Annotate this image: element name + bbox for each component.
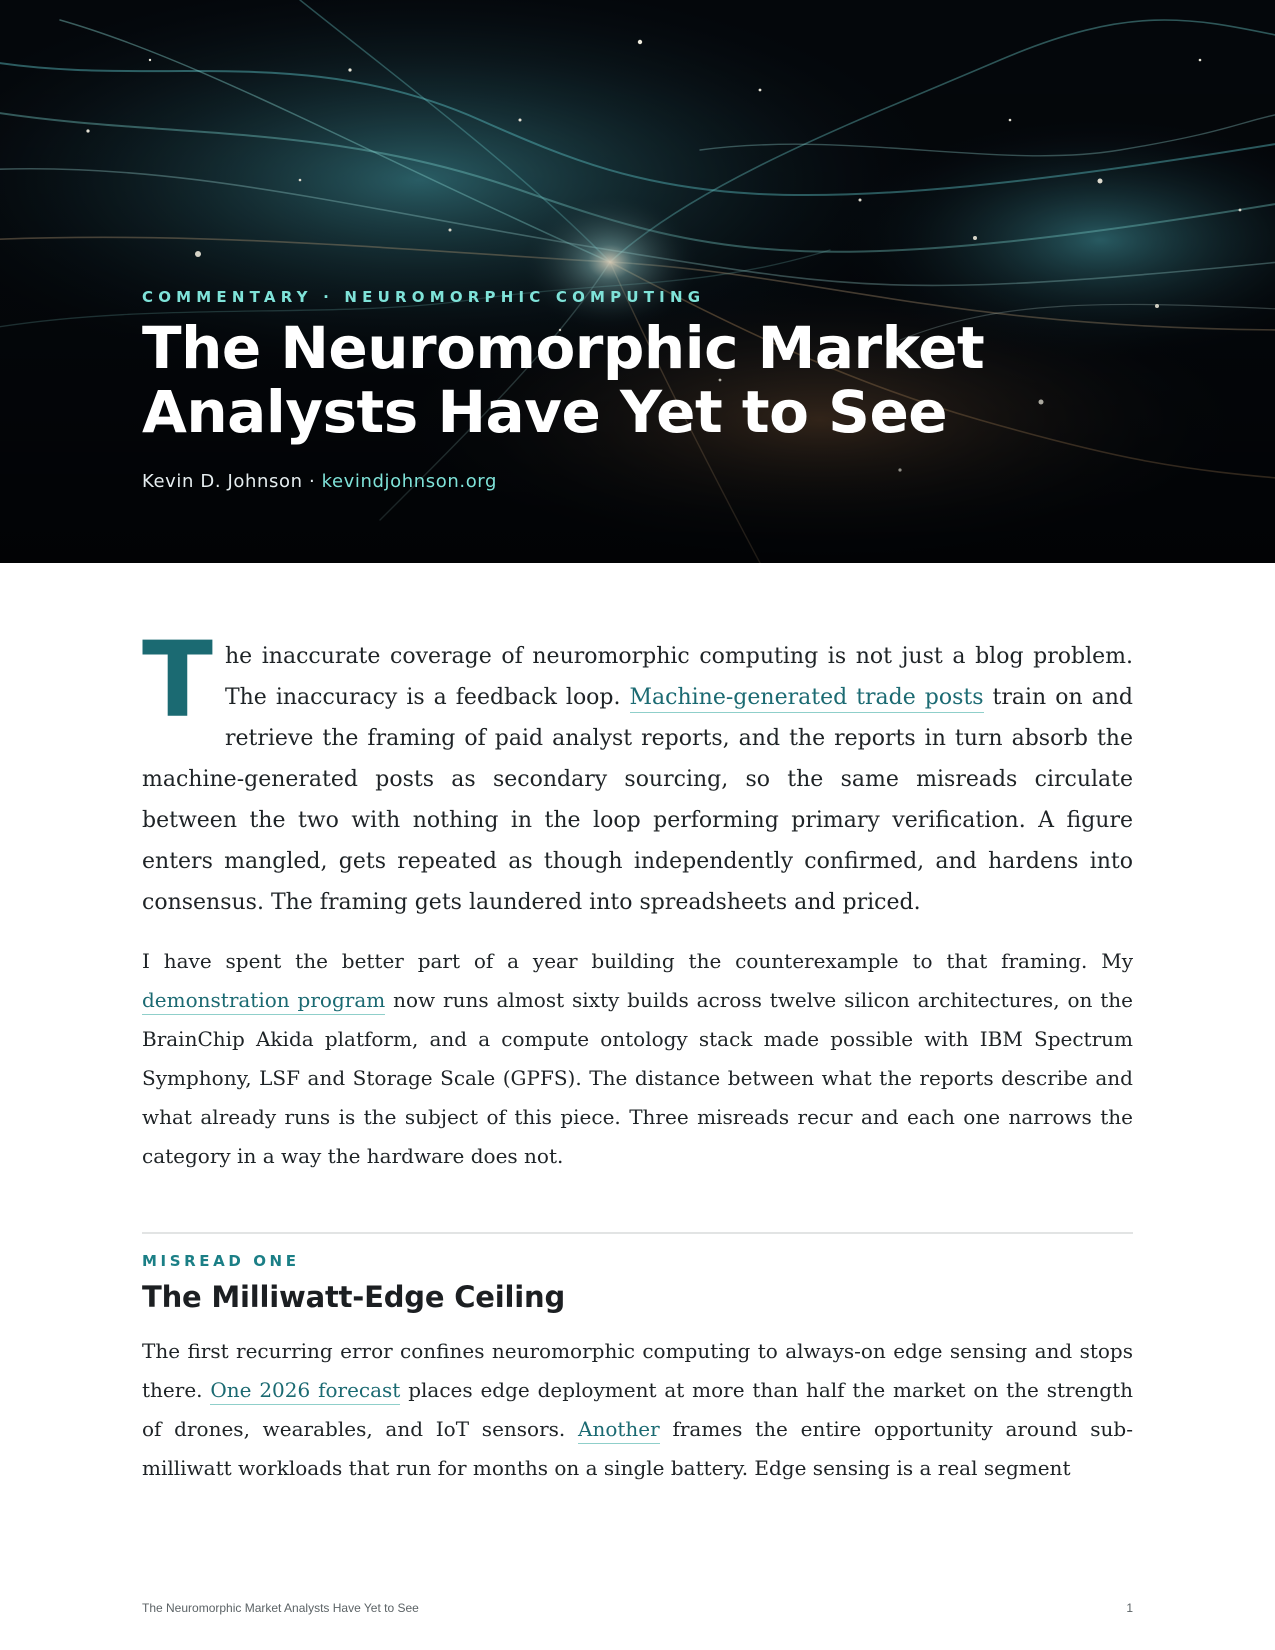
one-2026-forecast-link[interactable]: One 2026 forecast <box>210 1378 400 1405</box>
article-kicker: COMMENTARY · NEUROMORPHIC COMPUTING <box>142 288 706 306</box>
misread-text-1: The first recurring error confines neuromorphic computing to always-on edge sensing and stops there. <box>142 1339 1133 1402</box>
running-title: The Neuromorphic Market Analysts Have Yet to See <box>142 1601 419 1615</box>
another-link[interactable]: Another <box>578 1417 660 1444</box>
author-name: Kevin D. Johnson <box>142 471 303 492</box>
page-footer <box>142 1601 1133 1615</box>
machine-generated-trade-posts-link[interactable]: Machine-generated trade posts <box>630 685 984 713</box>
misread-text-3: frames the entire opportunity around sub-milliwatt workloads that run for months on a single battery. Edge sensing is a real segment <box>142 1417 1133 1480</box>
section-divider <box>142 1232 1133 1234</box>
section-heading: The Milliwatt-Edge Ceiling <box>142 1280 566 1314</box>
misread-one-paragraph <box>142 1332 1133 1488</box>
demonstration-program-link[interactable]: demonstration program <box>142 988 385 1015</box>
drop-cap: T <box>142 619 213 741</box>
article-body <box>142 619 1133 1488</box>
intro-text-2: train on and retrieve the framing of paid analyst reports, and the reports in turn absorb the machine-generated posts as secondary sourcing, so the same misreads circulate between the two with nothing in the loop performing primary verification. A figure enters mangled, gets repeated as though independently confirmed, and hardens into consensus. The framing gets laundered into spreadsheets and priced. <box>142 685 1133 915</box>
demo-text-2: now runs almost sixty builds across twelve silicon architectures, on the BrainChip Akida platform, and a compute ontology stack made possible with IBM Spectrum Symphony, LSF and Storage Scale (GPFS). The distance between what the reports describe and what already runs is the subject of this piece. Three misreads recur and each one narrows the category in a way the hardware does not. <box>142 988 1133 1168</box>
page-number: 1 <box>1126 1601 1133 1615</box>
title-line-1: The Neuromorphic Market <box>142 314 985 382</box>
byline <box>142 471 497 492</box>
author-website-link[interactable]: kevindjohnson.org <box>321 471 498 492</box>
section-label: MISREAD ONE <box>142 1252 300 1270</box>
article-title <box>142 316 1142 444</box>
demo-text-1: I have spent the better part of a year building the counterexample to that framing. My <box>142 949 1133 973</box>
intro-paragraph <box>142 619 1133 923</box>
misread-text-2: places edge deployment at more than half the market on the strength of drones, wearables, and IoT sensors. <box>142 1378 1133 1441</box>
byline-separator: · <box>308 471 316 492</box>
title-line-2: Analysts Have Yet to See <box>142 378 948 446</box>
hero-banner <box>0 0 1275 563</box>
intro-text-1: he inaccurate coverage of neuromorphic computing is not just a blog problem. The inaccuracy is a feedback loop. <box>224 644 1133 710</box>
demonstration-paragraph <box>142 942 1133 1176</box>
